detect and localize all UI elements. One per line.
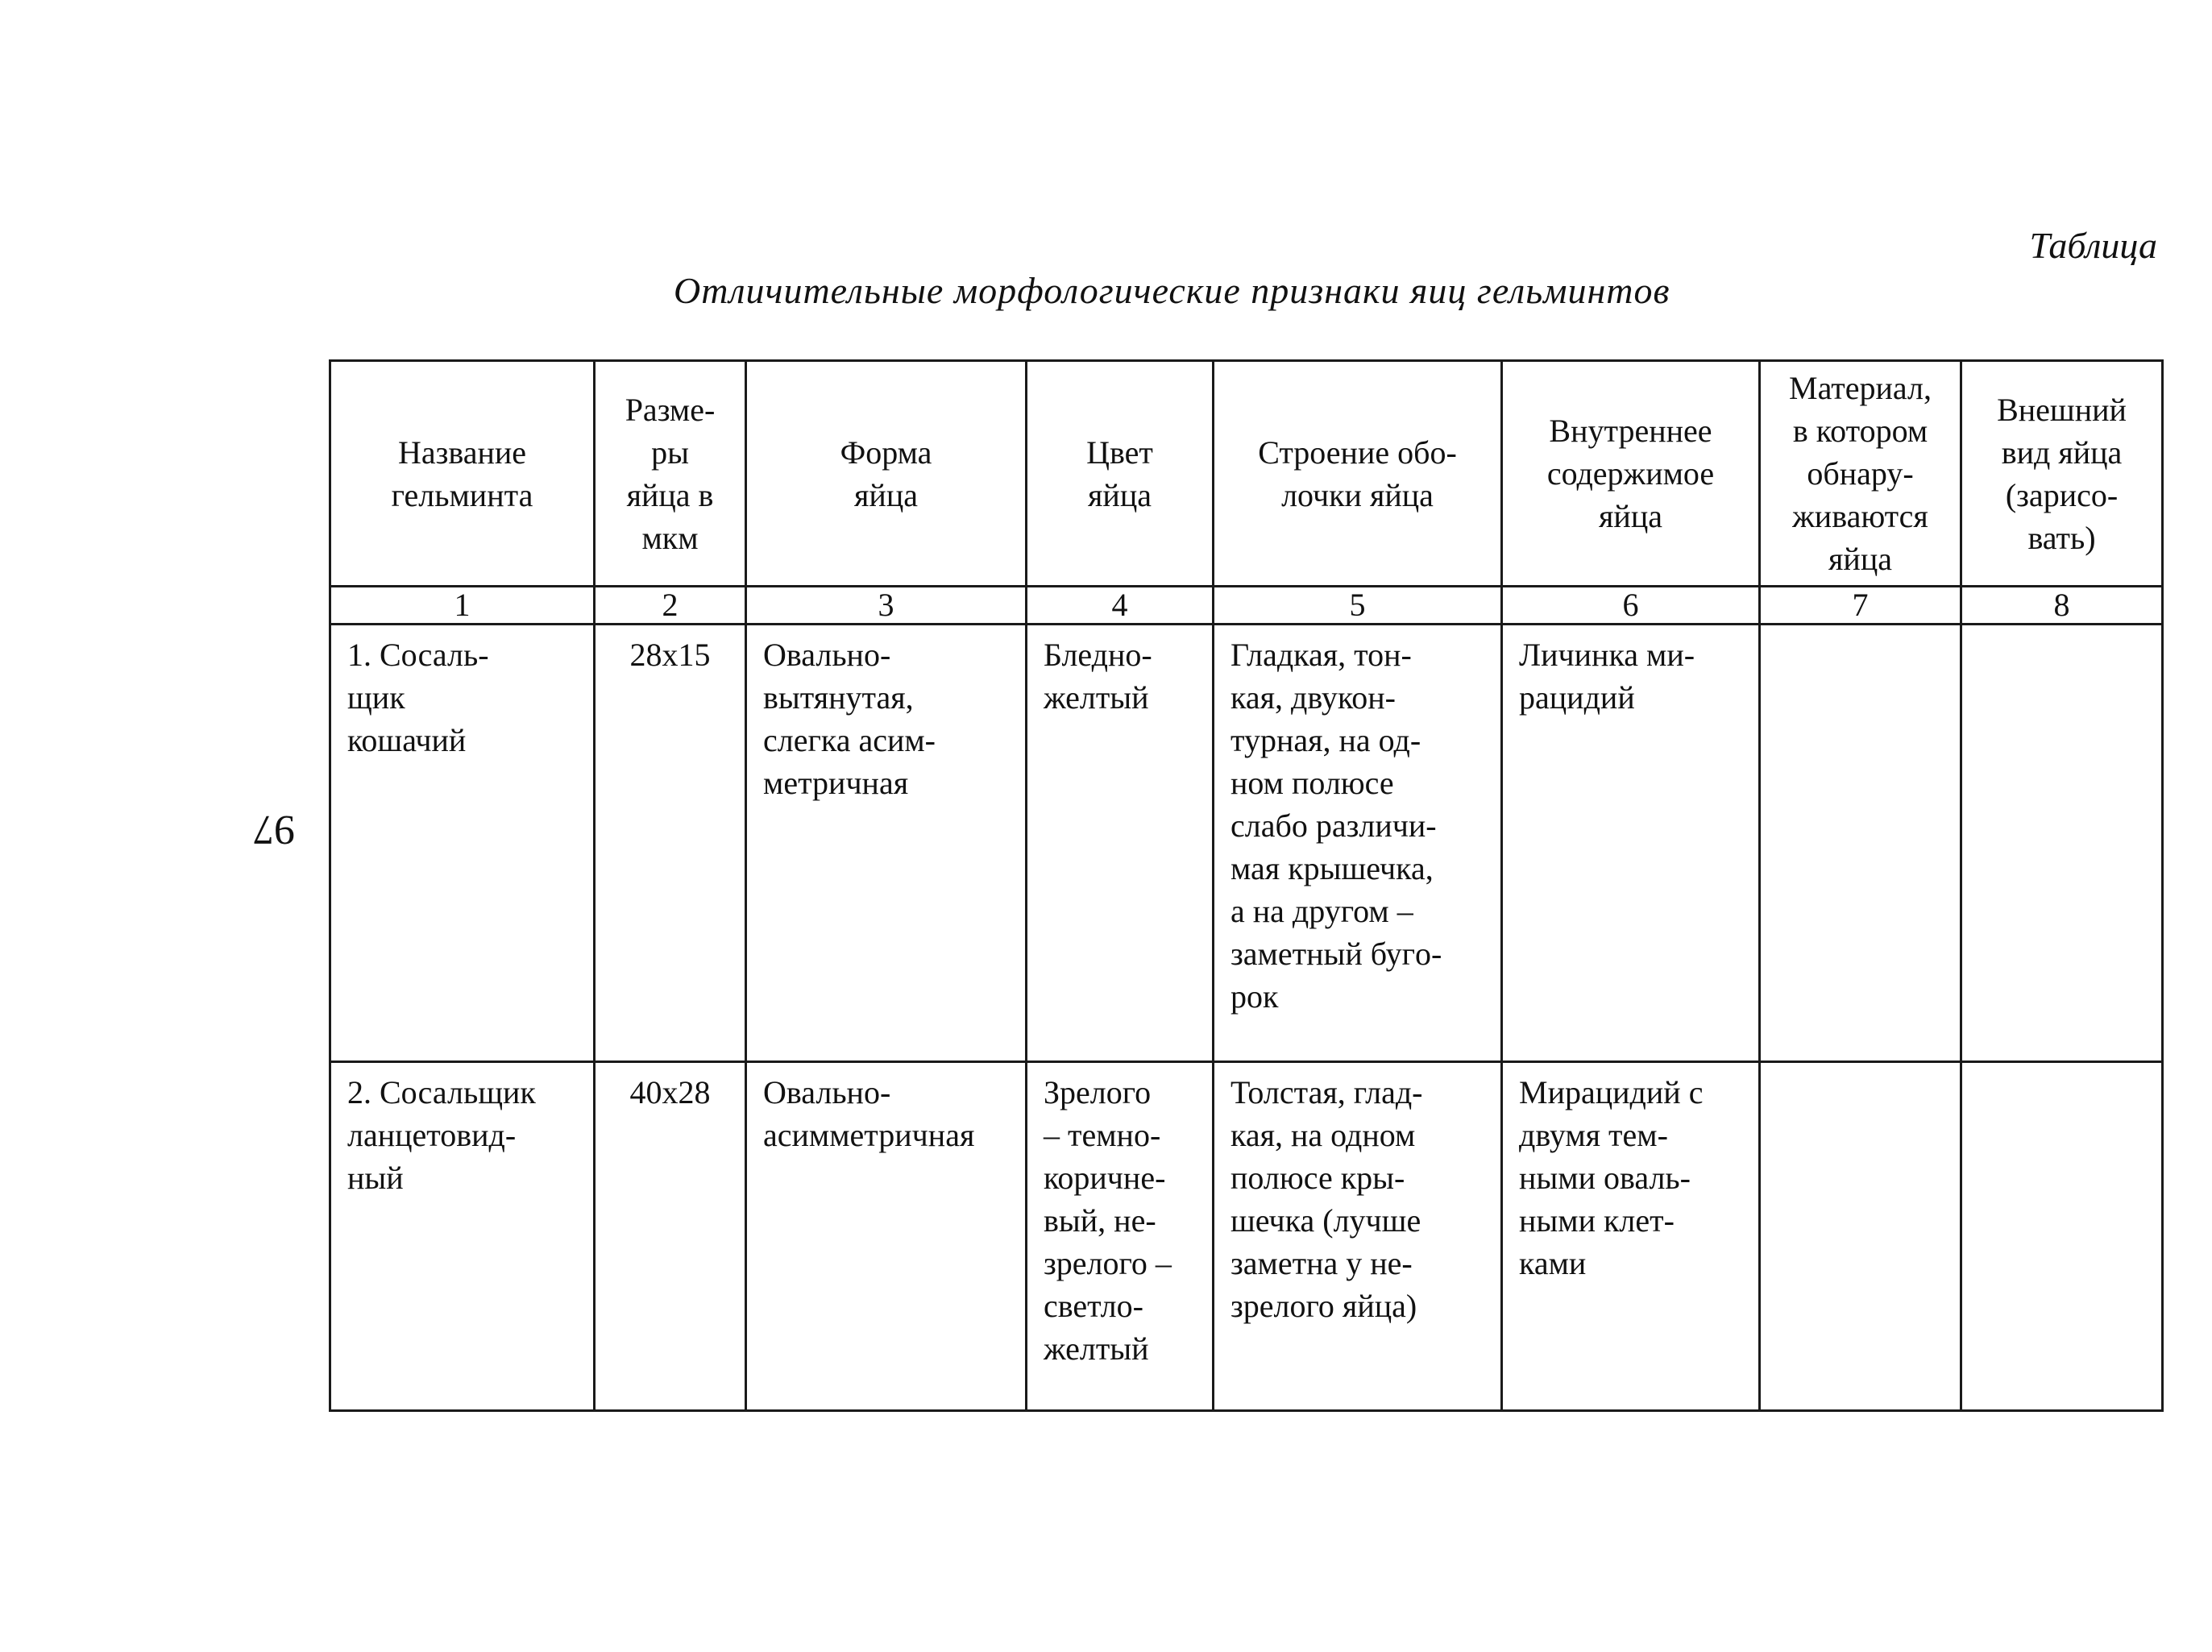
column-number: 7 xyxy=(1760,587,1961,625)
column-number: 4 xyxy=(1027,587,1214,625)
cell-material xyxy=(1760,1062,1961,1411)
cell-egg-contents: Личинка ми- рацидий xyxy=(1502,625,1760,1062)
column-number: 8 xyxy=(1961,587,2163,625)
cell-appearance xyxy=(1961,625,2163,1062)
page-number: 97 xyxy=(253,807,295,853)
header-row xyxy=(330,361,2163,587)
cell-helminth-name: 1. Сосаль- щик кошачий xyxy=(330,625,595,1062)
column-header-name: Название гельминта xyxy=(330,361,595,587)
cell-egg-shape: Овально- вытянутая, слегка асим- метричная xyxy=(746,625,1027,1062)
table-row xyxy=(330,625,2163,1062)
column-number: 2 xyxy=(595,587,746,625)
cell-shell-structure: Гладкая, тон- кая, двукон- турная, на од- ном полюсе слабо различи- мая крышечка, а на другом – заметный бугo- рок xyxy=(1214,625,1502,1062)
column-number: 6 xyxy=(1502,587,1760,625)
cell-egg-color: Бледно- желтый xyxy=(1027,625,1214,1062)
cell-material xyxy=(1760,625,1961,1062)
column-header-appearance: Внешний вид яйца (зарисо- вать) xyxy=(1961,361,2163,587)
column-header-contents: Внутреннее содержимое яйца xyxy=(1502,361,1760,587)
column-number: 3 xyxy=(746,587,1027,625)
cell-egg-color: Зрелого – темно- коричне- вый, не- зрелого – светло- желтый xyxy=(1027,1062,1214,1411)
cell-egg-size: 28х15 xyxy=(595,625,746,1062)
column-header-shell: Строение обо- лочки яйца xyxy=(1214,361,1502,587)
column-header-shape: Форма яйца xyxy=(746,361,1027,587)
cell-egg-contents: Мирацидий с двумя тем- ными оваль- ными клет- ками xyxy=(1502,1062,1760,1411)
column-header-color: Цвет яйца xyxy=(1027,361,1214,587)
column-number: 5 xyxy=(1214,587,1502,625)
column-number-row xyxy=(330,587,2163,625)
table-title: Отличительные морфологические признаки яиц гельминтов xyxy=(674,270,1670,311)
cell-helminth-name: 2. Сосальщик ланцетовид- ный xyxy=(330,1062,595,1411)
column-header-material: Материал, в котором обнару- живаются яйца xyxy=(1760,361,1961,587)
cell-egg-size: 40х28 xyxy=(595,1062,746,1411)
column-number: 1 xyxy=(330,587,595,625)
cell-shell-structure: Толстая, глад- кая, на одном полюсе кры- шечка (лучше заметна у не- зрелого яйца) xyxy=(1214,1062,1502,1411)
helminth-eggs-table xyxy=(329,359,2164,1412)
cell-appearance xyxy=(1961,1062,2163,1411)
table-row xyxy=(330,1062,2163,1411)
cell-egg-shape: Овально- асимметричная xyxy=(746,1062,1027,1411)
column-header-size: Разме- ры яйца в мкм xyxy=(595,361,746,587)
table-label: Таблица xyxy=(2029,225,2157,266)
